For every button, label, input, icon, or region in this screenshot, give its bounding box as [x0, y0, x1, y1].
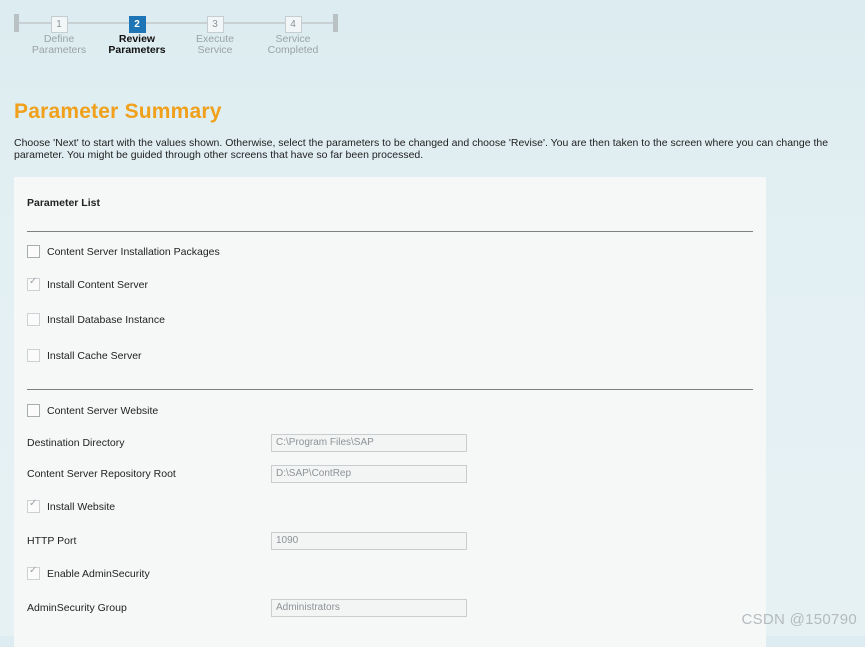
- section-divider: [27, 389, 753, 390]
- step-label: Parameters: [31, 44, 87, 56]
- destination-directory-label: Destination Directory: [27, 437, 125, 449]
- install-content-server-label: Install Content Server: [47, 278, 148, 291]
- check-mark-icon: ✓: [29, 276, 38, 287]
- repository-root-field[interactable]: D:\SAP\ContRep: [271, 465, 467, 483]
- enable-adminsecurity-row[interactable]: [27, 567, 150, 580]
- step-number: 2: [129, 16, 146, 33]
- packages-checkbox[interactable]: [27, 245, 40, 258]
- step-label: Parameters: [108, 44, 166, 56]
- intro-text: Choose 'Next' to start with the values shown. Otherwise, select the parameters to be changed and choose 'Revise'. You are then taken to the screen where you can change the parameter. You might be guided through other screens that have so far been processed.: [14, 137, 829, 161]
- step-label: Service: [275, 33, 311, 45]
- install-website-label: Install Website: [47, 500, 116, 513]
- parameter-list-heading: Parameter List: [27, 197, 100, 209]
- parameter-list-panel: [14, 177, 766, 647]
- install-content-server-row[interactable]: [27, 278, 148, 291]
- step-label: Review: [118, 33, 156, 45]
- step-define-parameters: [19, 14, 99, 56]
- destination-directory-field[interactable]: C:\Program Files\SAP: [271, 434, 467, 452]
- install-db-instance-label: Install Database Instance: [47, 313, 165, 326]
- packages-label: Content Server Installation Packages: [47, 245, 220, 258]
- step-execute-service: [175, 14, 255, 56]
- install-db-instance-checkbox[interactable]: [27, 313, 40, 326]
- packages-row[interactable]: [27, 245, 220, 258]
- install-db-instance-row[interactable]: [27, 313, 165, 326]
- install-cache-server-label: Install Cache Server: [47, 349, 142, 362]
- http-port-field[interactable]: 1090: [271, 532, 467, 550]
- stepper-right-cap: [333, 14, 338, 32]
- repository-root-label: Content Server Repository Root: [27, 468, 176, 480]
- check-mark-icon: ✓: [29, 565, 38, 576]
- adminsecurity-group-field[interactable]: Administrators: [271, 599, 467, 617]
- website-row[interactable]: [27, 404, 158, 417]
- wizard-stepper: [14, 14, 340, 64]
- step-label: Service: [197, 44, 233, 56]
- http-port-label: HTTP Port: [27, 535, 77, 547]
- install-cache-server-row[interactable]: [27, 349, 142, 362]
- install-cache-server-checkbox[interactable]: [27, 349, 40, 362]
- step-number: 4: [285, 16, 302, 33]
- step-service-completed: [253, 14, 333, 56]
- install-website-checkbox[interactable]: [27, 500, 40, 513]
- step-label: Execute: [196, 33, 234, 45]
- enable-adminsecurity-label: Enable AdminSecurity: [47, 567, 150, 580]
- adminsecurity-group-label: AdminSecurity Group: [27, 602, 127, 614]
- watermark: CSDN @150790: [741, 611, 857, 628]
- enable-adminsecurity-checkbox[interactable]: [27, 567, 40, 580]
- step-number: 1: [51, 16, 68, 33]
- section-divider: [27, 231, 753, 232]
- step-label: Define: [43, 33, 75, 45]
- website-checkbox[interactable]: [27, 404, 40, 417]
- install-content-server-checkbox[interactable]: [27, 278, 40, 291]
- install-website-row[interactable]: [27, 500, 115, 513]
- step-label: Completed: [267, 44, 319, 56]
- step-number: 3: [207, 16, 224, 33]
- check-mark-icon: ✓: [29, 498, 38, 509]
- website-label: Content Server Website: [47, 404, 159, 417]
- step-review-parameters: [97, 14, 177, 56]
- page-title: Parameter Summary: [14, 100, 222, 123]
